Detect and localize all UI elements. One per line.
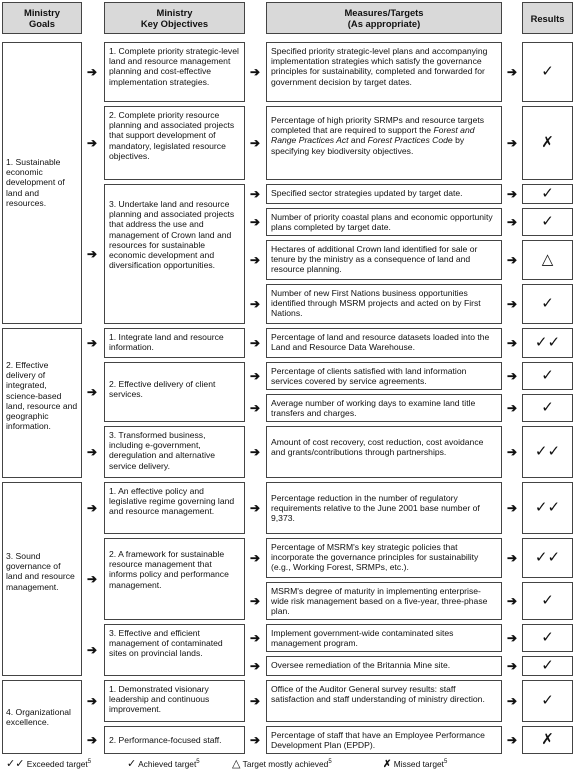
arrow-right-icon: ➔ (250, 445, 261, 459)
arrow-right-icon: ➔ (87, 694, 98, 708)
header-objectives: Ministry Key Objectives (104, 2, 245, 34)
measure-15: Oversee remediation of the Britannia Mine site. (266, 656, 502, 676)
objective-3-2: 2. A framework for sustainable resource management that informs policy and performance management. (104, 538, 245, 620)
arrow-right-icon: ➔ (250, 631, 261, 645)
result-7: ✓✓ (522, 328, 573, 358)
arrow-right-icon: ➔ (250, 297, 261, 311)
goal-3: 3. Sound governance of land and resource management. (6, 551, 75, 592)
arrow-right-icon: ➔ (87, 643, 98, 657)
measure-11: Percentage reduction in the number of regulatory requirements relative to the June 2001 base number of 9,373. (266, 482, 502, 534)
arrow-right-icon: ➔ (507, 501, 518, 515)
arrow-right-icon: ➔ (507, 136, 518, 150)
objective-1-2: 2. Complete priority resource planning and associated projects that support development of mandatory, legislated resource objectives. (104, 106, 245, 180)
arrow-right-icon: ➔ (507, 215, 518, 229)
header-goals: Ministry Goals (2, 2, 82, 34)
triangle-icon: △ (232, 758, 241, 770)
arrow-right-icon: ➔ (250, 336, 261, 350)
legend-missed: ✗ Missed target$^5$ (383, 759, 448, 770)
arrow-right-icon: ➔ (87, 501, 98, 515)
arrow-right-icon: ➔ (250, 369, 261, 383)
arrow-right-icon: ➔ (507, 297, 518, 311)
arrow-right-icon: ➔ (250, 551, 261, 565)
arrow-right-icon: ➔ (250, 659, 261, 673)
measure-1: Specified priority strategic-level plans and accompanying implementation strategies which satisfy the governance principles for sustainability, completed and forwarded for government decision by target dates. (266, 42, 502, 102)
arrow-right-icon: ➔ (507, 336, 518, 350)
result-16: ✓ (522, 680, 573, 722)
arrow-right-icon: ➔ (507, 694, 518, 708)
measure-7: Percentage of land and resource datasets loaded into the Land and Resource Data Warehouse. (266, 328, 502, 358)
legend-achieved: ✓ Achieved target$^5$ (127, 758, 200, 770)
measure-6: Number of new First Nations business opportunities identified through MSRM projects and acted on by First Nations. (266, 284, 502, 324)
result-14: ✓ (522, 624, 573, 652)
arrow-right-icon: ➔ (507, 733, 518, 747)
measure-5: Hectares of additional Crown land identified for sale or tenure by the ministry as a consequence of land and resource planning. (266, 240, 502, 280)
objective-3-3: 3. Effective and efficient management of contaminated sites on provincial lands. (104, 624, 245, 676)
objective-1-3: 3. Undertake land and resource planning and associated projects that address the use and management of Crown land and resources for sustainable economic development and diversification opportunities. (104, 184, 245, 324)
arrow-right-icon: ➔ (250, 501, 261, 515)
measure-13: MSRM's degree of maturity in implementing enterprise-wide risk management based on a five-year, three-phase plan. (266, 582, 502, 620)
goal-1: 1. Sustainable economic development of land and resources. (6, 157, 65, 208)
arrow-right-icon: ➔ (87, 136, 98, 150)
arrow-right-icon: ➔ (250, 733, 261, 747)
header-measures: Measures/Targets (As appropriate) (266, 2, 502, 34)
measure-4: Number of priority coastal plans and economic opportunity plans completed by target date. (266, 208, 502, 236)
arrow-right-icon: ➔ (507, 65, 518, 79)
arrow-right-icon: ➔ (87, 247, 98, 261)
arrow-right-icon: ➔ (87, 336, 98, 350)
measure-10: Amount of cost recovery, cost reduction, cost avoidance and grants/contributions through partnerships. (266, 426, 502, 478)
goal-4: 4. Organizational excellence. (6, 707, 71, 728)
arrow-right-icon: ➔ (87, 572, 98, 586)
measure-8: Percentage of clients satisfied with land information services covered by service agreements. (266, 362, 502, 390)
result-12: ✓✓ (522, 538, 573, 578)
arrow-right-icon: ➔ (250, 253, 261, 267)
arrow-right-icon: ➔ (250, 187, 261, 201)
measure-12: Percentage of MSRM's key strategic policies that incorporate the governance principles for sustainability (e.g., Working Forest, SRMPs, etc.). (266, 538, 502, 578)
arrow-right-icon: ➔ (250, 215, 261, 229)
arrow-right-icon: ➔ (87, 385, 98, 399)
arrow-right-icon: ➔ (507, 594, 518, 608)
result-2: ✗ (522, 106, 573, 180)
arrow-right-icon: ➔ (507, 551, 518, 565)
objective-2-1: 1. Integrate land and resource information. (104, 328, 245, 358)
arrow-right-icon: ➔ (87, 445, 98, 459)
arrow-right-icon: ➔ (507, 187, 518, 201)
arrow-right-icon: ➔ (87, 733, 98, 747)
measure-2: Percentage of high priority SRMPs and resource targets completed that are required to support the Forest and Range Practices Act and Forest Practices Code by specifying key biodiversity objectives. (266, 106, 502, 180)
objective-4-1: 1. Demonstrated visionary leadership and continuous improvement. (104, 680, 245, 722)
result-15: ✓ (522, 656, 573, 676)
result-8: ✓ (522, 362, 573, 390)
arrow-right-icon: ➔ (507, 401, 518, 415)
arrow-right-icon: ➔ (250, 65, 261, 79)
result-6: ✓ (522, 284, 573, 324)
result-5: △ (522, 240, 573, 280)
result-9: ✓ (522, 394, 573, 422)
result-10: ✓✓ (522, 426, 573, 478)
goal-2: 2. Effective delivery of integrated, science-based land, resource and geographic information. (6, 360, 78, 432)
arrow-right-icon: ➔ (250, 136, 261, 150)
arrow-right-icon: ➔ (250, 594, 261, 608)
measure-3: Specified sector strategies updated by target date. (266, 184, 502, 204)
arrow-right-icon: ➔ (507, 659, 518, 673)
arrow-right-icon: ➔ (250, 401, 261, 415)
result-4: ✓ (522, 208, 573, 236)
measure-14: Implement government-wide contaminated sites management program. (266, 624, 502, 652)
objective-3-1: 1. An effective policy and legislative regime governing land and resource management. (104, 482, 245, 534)
arrow-right-icon: ➔ (507, 631, 518, 645)
x-icon: ✗ (383, 759, 392, 770)
legend-mostly: △ Target mostly achieved$^5$ (232, 758, 332, 770)
measure-9: Average number of working days to examine land title transfers and charges. (266, 394, 502, 422)
result-11: ✓✓ (522, 482, 573, 534)
arrow-right-icon: ➔ (250, 694, 261, 708)
check-icon: ✓ (127, 758, 137, 770)
result-1: ✓ (522, 42, 573, 102)
result-13: ✓ (522, 582, 573, 620)
double-check-icon: ✓✓ (6, 758, 25, 770)
objective-2-2: 2. Effective delivery of client services. (104, 362, 245, 422)
arrow-right-icon: ➔ (507, 445, 518, 459)
objective-4-2: 2. Performance-focused staff. (104, 726, 245, 754)
arrow-right-icon: ➔ (507, 253, 518, 267)
arrow-right-icon: ➔ (507, 369, 518, 383)
arrow-right-icon: ➔ (87, 65, 98, 79)
result-3: ✓ (522, 184, 573, 204)
legend-exceeded: ✓✓ Exceeded target$^5$ (6, 758, 92, 770)
measure-16: Office of the Auditor General survey results: staff satisfaction and staff understanding of ministry direction. (266, 680, 502, 722)
header-results: Results (522, 2, 573, 34)
result-17: ✗ (522, 726, 573, 754)
measure-17: Percentage of staff that have an Employee Performance Development Plan (EPDP). (266, 726, 502, 754)
objective-1-1: 1. Complete priority strategic-level land and resource management planning and cost-effective implementation strategies. (104, 42, 245, 102)
objective-2-3: 3. Transformed business, including e-government, deregulation and alternative service delivery. (104, 426, 245, 478)
